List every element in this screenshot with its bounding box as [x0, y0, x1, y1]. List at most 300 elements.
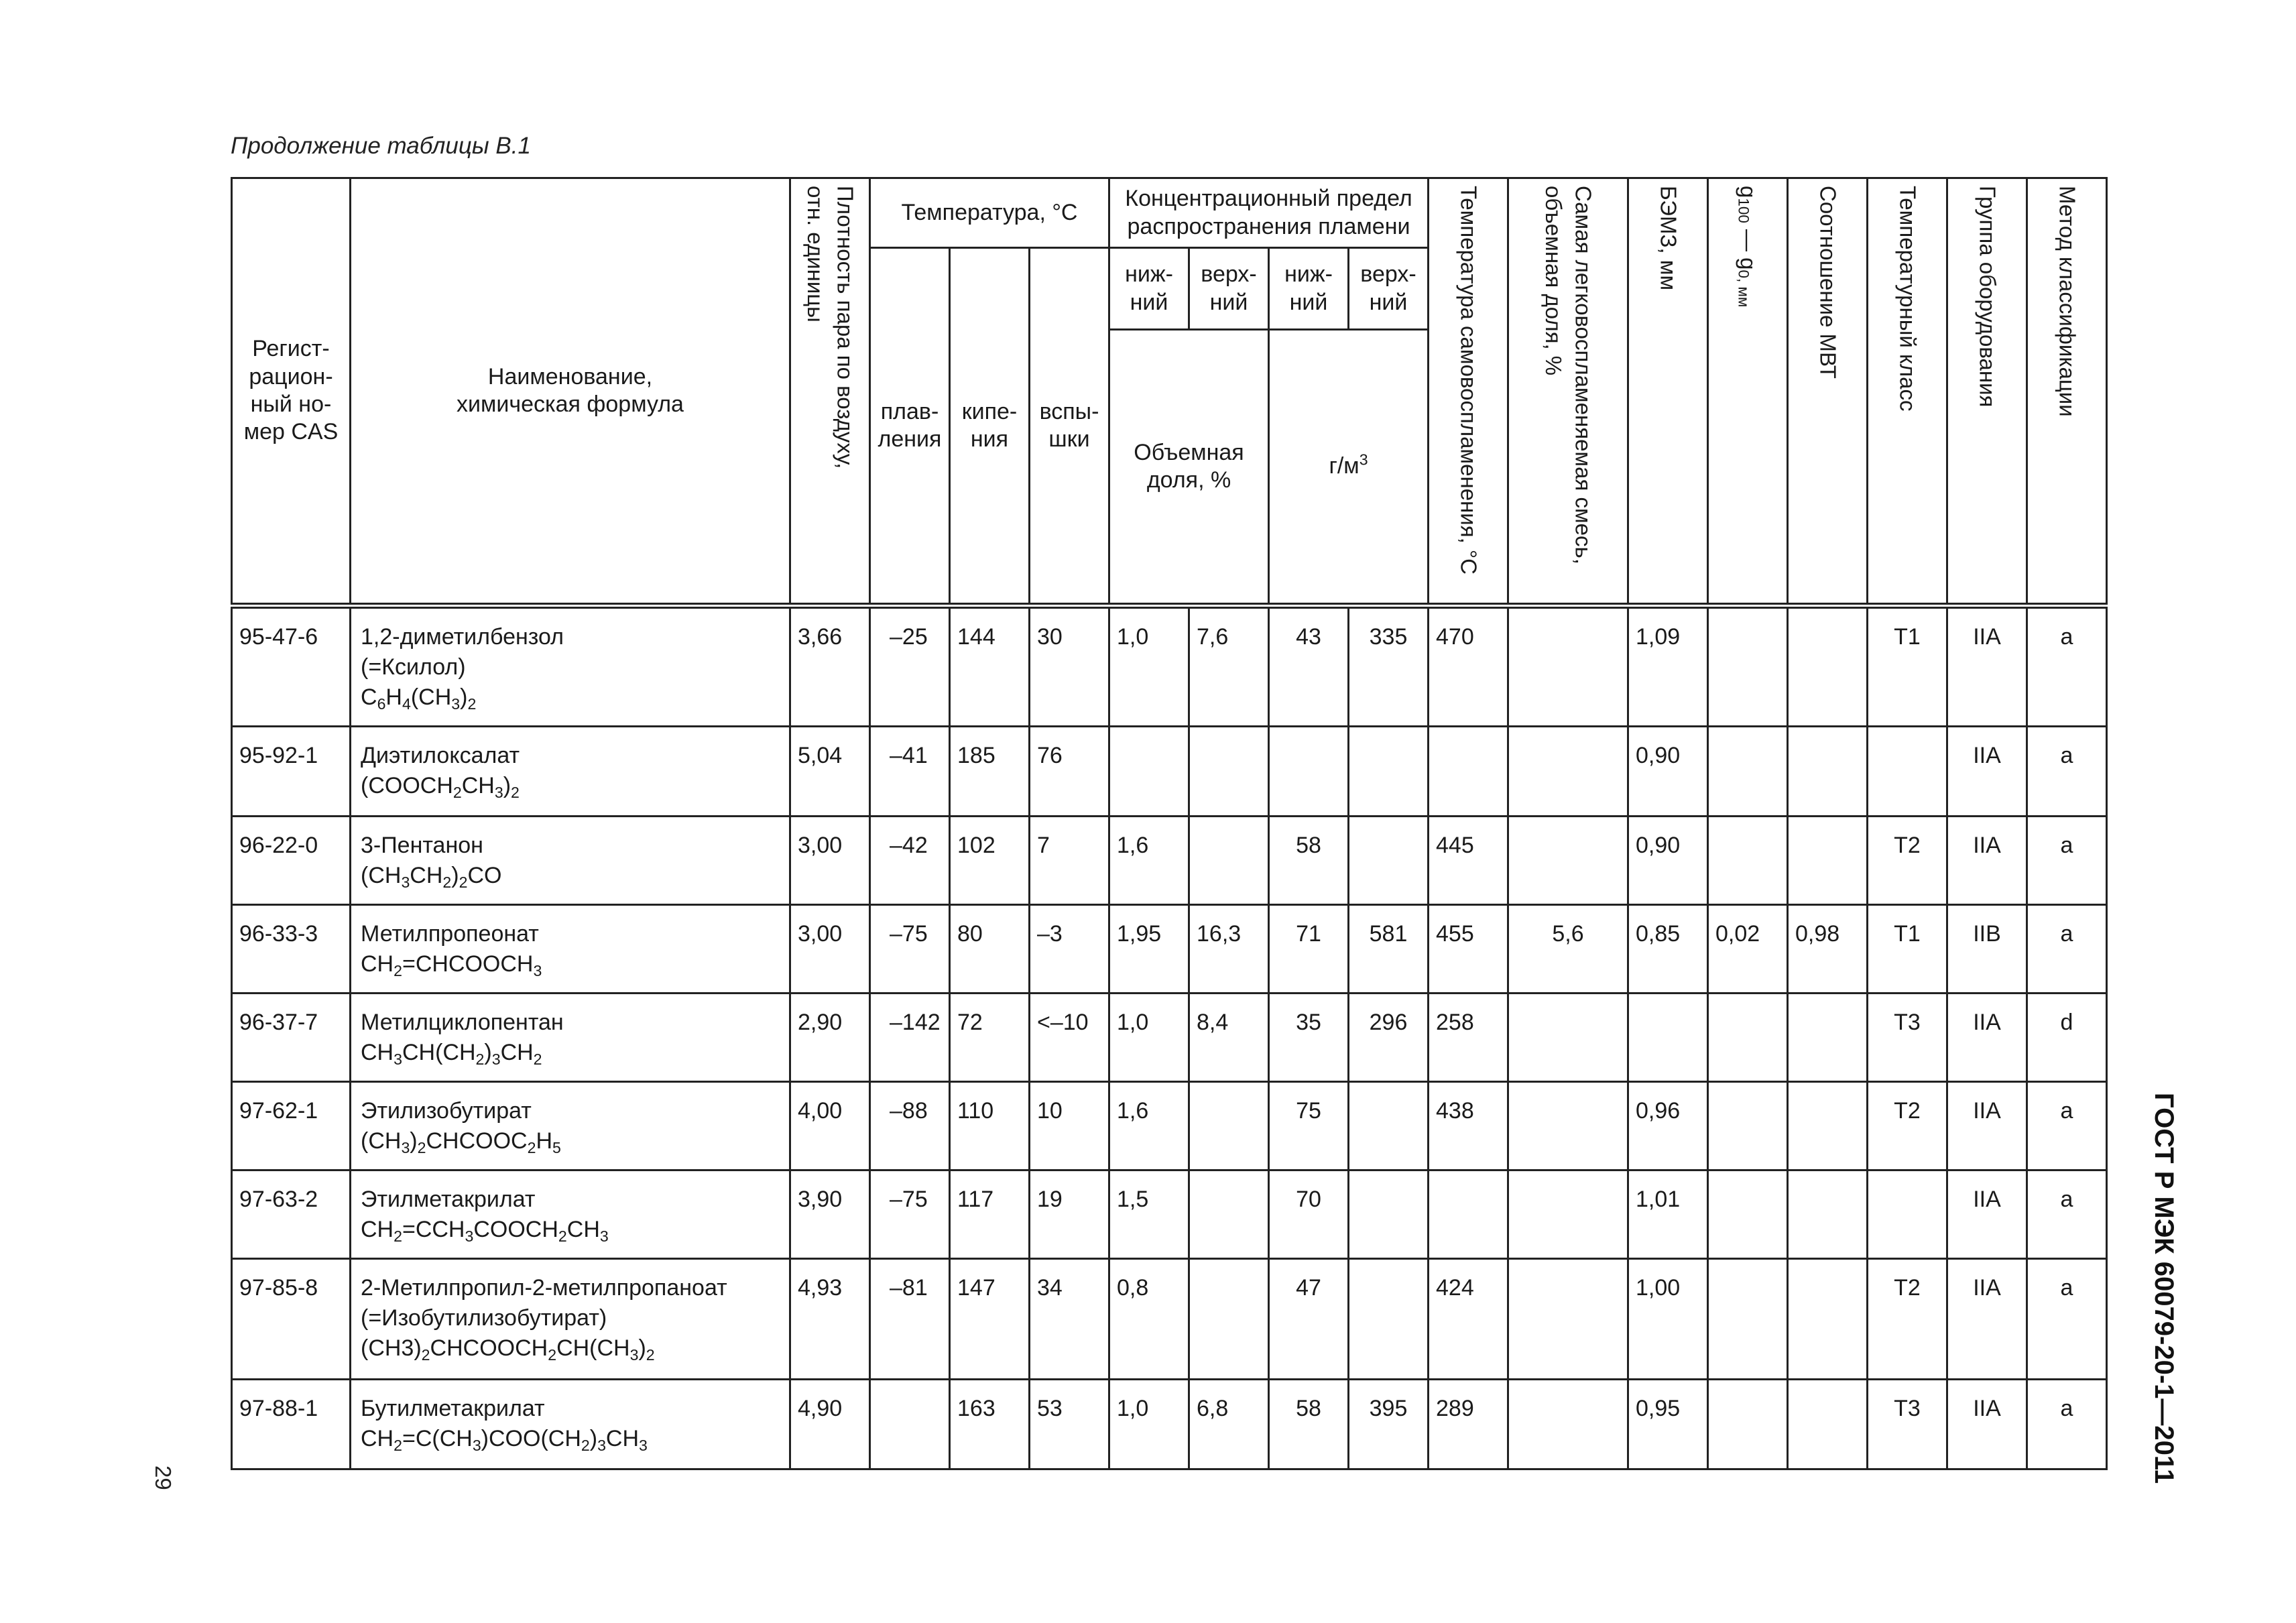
cell-temp-class: T2	[1868, 817, 1947, 905]
cell-melting: –75	[870, 905, 950, 994]
formula-subscript: 2	[442, 873, 452, 891]
name-line	[361, 1126, 785, 1156]
cell-mic-ratio	[1788, 1170, 1868, 1259]
cell-autoignition: 438	[1429, 1082, 1508, 1170]
g-sub-100: 100	[1735, 198, 1752, 223]
header-method	[2027, 178, 2107, 606]
table-row	[232, 727, 2107, 817]
formula-subscript: 2	[417, 1138, 426, 1156]
standard-identifier: ГОСТ Р МЭК 60079-20-1—2011	[2149, 1093, 2179, 1484]
cell-cas: 96-37-7	[232, 994, 351, 1082]
name-line	[361, 831, 785, 861]
cell-lower-vol: 1,0	[1109, 994, 1189, 1082]
cell-name	[351, 817, 790, 905]
cell-g-ratio	[1708, 727, 1788, 817]
gm3-sup: 3	[1359, 450, 1368, 469]
formula-subscript: 3	[639, 1436, 648, 1454]
name-line	[361, 1038, 785, 1068]
name-line	[361, 949, 785, 979]
cell-g-ratio	[1708, 606, 1788, 727]
cell-upper-vol: 16,3	[1189, 905, 1269, 994]
cell-melting: –88	[870, 1082, 950, 1170]
name-text: (CH3)	[361, 1335, 422, 1361]
name-line	[361, 622, 785, 652]
header-g-ratio-text	[1733, 186, 1763, 307]
cell-autoignition: 289	[1429, 1380, 1508, 1469]
cell-boiling: 163	[950, 1380, 1030, 1469]
cell-autoignition: 424	[1429, 1259, 1508, 1380]
name-text: C	[361, 684, 377, 710]
cell-upper-vol	[1189, 727, 1269, 817]
name-line	[361, 771, 785, 801]
cell-method: a	[2027, 1380, 2107, 1469]
cell-density: 3,90	[790, 1170, 870, 1259]
g-sub-0: 0	[1735, 269, 1752, 278]
cell-name	[351, 1380, 790, 1469]
name-text: (CH	[410, 684, 452, 710]
name-text: =CHCOOCH	[402, 951, 534, 977]
formula-subscript: 2	[452, 783, 462, 801]
name-line	[361, 1096, 785, 1126]
formula-subscript: 2	[527, 1138, 536, 1156]
cell-cas: 96-22-0	[232, 817, 351, 905]
cell-method: a	[2027, 727, 2107, 817]
cell-flash: 76	[1030, 727, 1109, 817]
cell-boiling: 144	[950, 606, 1030, 727]
cell-temp-class: T1	[1868, 606, 1947, 727]
header-temperature: Температура, °С	[870, 178, 1109, 248]
table-row	[232, 817, 2107, 905]
name-text: CH(CH	[402, 1039, 476, 1065]
cell-mesg: 0,90	[1628, 727, 1708, 817]
cell-name	[351, 606, 790, 727]
cell-density: 4,00	[790, 1082, 870, 1170]
formula-subscript: 2	[394, 1436, 402, 1454]
cell-boiling: 102	[950, 817, 1030, 905]
cell-cas: 97-62-1	[232, 1082, 351, 1170]
cell-mic-ratio	[1788, 994, 1868, 1082]
name-text: CH	[361, 1216, 394, 1242]
cell-equip-group: IIA	[1947, 606, 2027, 727]
cell-autoignition: 258	[1429, 994, 1508, 1082]
cell-mesg: 0,85	[1628, 905, 1708, 994]
formula-subscript: 3	[472, 1436, 481, 1454]
cell-melting: –41	[870, 727, 950, 817]
header-gm3	[1269, 330, 1429, 606]
formula-subscript: 3	[494, 783, 503, 801]
formula-subscript: 4	[402, 695, 411, 713]
formula-subscript: 2	[475, 1050, 485, 1068]
cell-mic-ratio	[1788, 1082, 1868, 1170]
formula-subscript: 3	[597, 1436, 606, 1454]
header-name: Наименование, химическая формула	[351, 178, 790, 606]
formula-subscript: 2	[558, 1227, 567, 1245]
cell-name	[351, 1170, 790, 1259]
name-line	[361, 1303, 785, 1333]
cell-mic-ratio	[1788, 606, 1868, 727]
name-text: H	[536, 1128, 553, 1154]
table-caption: Продолжение таблицы В.1	[231, 133, 531, 159]
name-text: CH	[500, 1039, 534, 1065]
cell-easiest-mix	[1508, 606, 1628, 727]
cell-equip-group: IIA	[1947, 1259, 2027, 1380]
cell-upper-vol: 7,6	[1189, 606, 1269, 727]
cell-method: a	[2027, 1170, 2107, 1259]
cell-equip-group: IIA	[1947, 994, 2027, 1082]
table-row	[232, 1082, 2107, 1170]
cell-easiest-mix	[1508, 1380, 1628, 1469]
cell-lower-vol: 1,0	[1109, 606, 1189, 727]
cell-cas: 95-47-6	[232, 606, 351, 727]
cell-lower-vol: 1,6	[1109, 1082, 1189, 1170]
header-equip-group	[1947, 178, 2027, 606]
header-temp-class-text: Температурный класс	[1895, 186, 1921, 412]
name-line	[361, 652, 785, 682]
cell-upper-vol	[1189, 817, 1269, 905]
cell-temp-class: T3	[1868, 994, 1947, 1082]
cell-method: a	[2027, 817, 2107, 905]
cell-upper-g: 335	[1349, 606, 1429, 727]
cell-cas: 97-88-1	[232, 1380, 351, 1469]
formula-subscript: 2	[394, 1227, 402, 1245]
name-text: CH	[605, 1425, 640, 1451]
cell-upper-g	[1349, 1082, 1429, 1170]
cell-easiest-mix	[1508, 1082, 1628, 1170]
name-text: (CH	[361, 1128, 402, 1154]
cell-lower-g: 58	[1269, 1380, 1349, 1469]
name-text: =CCH	[402, 1216, 465, 1242]
gm3-unit: г/м	[1329, 453, 1360, 479]
header-density-text: Плотность пара по воздуху, отн. единицы	[803, 186, 858, 469]
name-text: CH	[361, 1425, 394, 1451]
name-text: )	[451, 862, 459, 888]
header-easiest-mix	[1508, 178, 1628, 606]
cell-boiling: 110	[950, 1082, 1030, 1170]
name-text: COOCH	[473, 1216, 558, 1242]
cell-autoignition	[1429, 1170, 1508, 1259]
g-dash: — g	[1736, 223, 1761, 270]
header-flash: вспы-шки	[1030, 248, 1109, 606]
cell-mic-ratio: 0,98	[1788, 905, 1868, 994]
formula-subscript: 3	[533, 961, 542, 979]
cell-autoignition: 470	[1429, 606, 1508, 727]
name-text: )	[589, 1425, 598, 1451]
name-text: Этилметакрилат	[361, 1187, 536, 1212]
cell-g-ratio	[1708, 1082, 1788, 1170]
cell-g-ratio	[1708, 1170, 1788, 1259]
header-lower-vol: ниж-ний	[1109, 248, 1189, 330]
cell-easiest-mix	[1508, 1170, 1628, 1259]
cell-boiling: 80	[950, 905, 1030, 994]
name-line	[361, 1273, 785, 1303]
cell-boiling: 72	[950, 994, 1030, 1082]
cell-lower-g: 35	[1269, 994, 1349, 1082]
cell-mic-ratio	[1788, 817, 1868, 905]
cell-autoignition	[1429, 727, 1508, 817]
header-melting: плав-ления	[870, 248, 950, 606]
cell-g-ratio	[1708, 817, 1788, 905]
cell-lower-vol: 1,0	[1109, 1380, 1189, 1469]
header-autoignition	[1429, 178, 1508, 606]
cell-lower-g: 75	[1269, 1082, 1349, 1170]
header-autoignition-text: Температура самовоспламенения, °С	[1456, 186, 1482, 575]
formula-subscript: 5	[552, 1138, 561, 1156]
g-symbol: g	[1736, 186, 1761, 198]
header-cas: Регист-рацион-ный но-мер CAS	[232, 178, 351, 606]
cell-lower-g: 47	[1269, 1259, 1349, 1380]
cell-autoignition: 455	[1429, 905, 1508, 994]
cell-equip-group: IIA	[1947, 727, 2027, 817]
cell-name	[351, 994, 790, 1082]
cell-density: 3,00	[790, 817, 870, 905]
cell-method: a	[2027, 905, 2107, 994]
cell-flash: 19	[1030, 1170, 1109, 1259]
cell-cas: 97-63-2	[232, 1170, 351, 1259]
cell-flash: 7	[1030, 817, 1109, 905]
name-text: Этилизобутират	[361, 1098, 532, 1124]
formula-subscript: 2	[533, 1050, 542, 1068]
header-mesg	[1628, 178, 1708, 606]
name-text: )	[503, 772, 511, 798]
formula-subscript: 3	[394, 1050, 402, 1068]
formula-subscript: 2	[394, 961, 402, 979]
name-text: )	[484, 1039, 492, 1065]
name-text: )	[460, 684, 468, 710]
cell-cas: 97-85-8	[232, 1259, 351, 1380]
name-line	[361, 1394, 785, 1424]
cell-mesg: 0,90	[1628, 817, 1708, 905]
name-text: CH	[461, 772, 495, 798]
name-text: CHCOOC	[426, 1128, 528, 1154]
cell-g-ratio: 0,02	[1708, 905, 1788, 994]
cell-lower-g	[1269, 727, 1349, 817]
cell-g-ratio	[1708, 1380, 1788, 1469]
cell-temp-class	[1868, 1170, 1947, 1259]
cell-mic-ratio	[1788, 727, 1868, 817]
cell-upper-vol	[1189, 1259, 1269, 1380]
cell-cas: 96-33-3	[232, 905, 351, 994]
cell-lower-vol: 0,8	[1109, 1259, 1189, 1380]
cell-flash: 34	[1030, 1259, 1109, 1380]
name-line	[361, 1424, 785, 1454]
cell-boiling: 117	[950, 1170, 1030, 1259]
name-text: Метилпропеонат	[361, 921, 539, 947]
cell-lower-g: 43	[1269, 606, 1349, 727]
header-concentration: Концентрационный предел распространения пламени	[1109, 178, 1429, 248]
header-g-ratio	[1708, 178, 1788, 606]
cell-lower-vol	[1109, 727, 1189, 817]
cell-melting	[870, 1380, 950, 1469]
cell-upper-vol: 8,4	[1189, 994, 1269, 1082]
formula-subscript: 2	[646, 1345, 655, 1364]
table-row	[232, 905, 2107, 994]
cell-temp-class	[1868, 727, 1947, 817]
cell-easiest-mix: 5,6	[1508, 905, 1628, 994]
cell-flash: 10	[1030, 1082, 1109, 1170]
cell-mesg: 1,01	[1628, 1170, 1708, 1259]
cell-method: a	[2027, 1259, 2107, 1380]
formula-subscript: 3	[401, 873, 410, 891]
table-row	[232, 994, 2107, 1082]
name-text: (=Изобутилизобутират)	[361, 1305, 607, 1331]
header-mic-ratio	[1788, 178, 1868, 606]
name-text: )	[638, 1335, 646, 1361]
table-row	[232, 1259, 2107, 1380]
formula-subscript: 6	[377, 695, 386, 713]
header-mic-ratio-text: Соотношение МВТ	[1815, 186, 1841, 379]
cell-density: 3,66	[790, 606, 870, 727]
formula-subscript: 3	[599, 1227, 609, 1245]
name-text: CH	[566, 1216, 600, 1242]
cell-melting: –75	[870, 1170, 950, 1259]
formula-subscript: 2	[421, 1345, 430, 1364]
cell-melting: –142	[870, 994, 950, 1082]
table-header	[232, 178, 2107, 606]
cell-density: 4,90	[790, 1380, 870, 1469]
cell-melting: –81	[870, 1259, 950, 1380]
formula-subscript: 2	[511, 783, 520, 801]
name-text: CH	[361, 951, 394, 977]
formula-subscript: 3	[491, 1050, 501, 1068]
cell-boiling: 147	[950, 1259, 1030, 1380]
header-density	[790, 178, 870, 606]
name-text: )COO(CH	[481, 1425, 581, 1451]
cell-flash: 53	[1030, 1380, 1109, 1469]
cell-upper-vol	[1189, 1170, 1269, 1259]
cell-melting: –42	[870, 817, 950, 905]
header-method-text: Метод классификации	[2055, 186, 2080, 417]
name-text: H	[385, 684, 402, 710]
name-text: 1,2-диметилбензол	[361, 624, 564, 650]
cell-upper-g	[1349, 727, 1429, 817]
header-lower-g: ниж-ний	[1269, 248, 1349, 330]
formula-subscript: 3	[629, 1345, 639, 1364]
cell-mesg	[1628, 994, 1708, 1082]
formula-subscript: 3	[451, 695, 461, 713]
name-text: Метилциклопентан	[361, 1010, 564, 1035]
cell-melting: –25	[870, 606, 950, 727]
cell-equip-group: IIB	[1947, 905, 2027, 994]
cell-density: 2,90	[790, 994, 870, 1082]
name-text: CH	[410, 862, 443, 888]
cell-temp-class: T2	[1868, 1259, 1947, 1380]
cell-boiling: 185	[950, 727, 1030, 817]
name-text: 3-Пентанон	[361, 833, 483, 858]
cell-lower-g: 70	[1269, 1170, 1349, 1259]
cell-name	[351, 1259, 790, 1380]
cell-mic-ratio	[1788, 1380, 1868, 1469]
cell-lower-vol: 1,95	[1109, 905, 1189, 994]
cell-easiest-mix	[1508, 817, 1628, 905]
cell-name	[351, 727, 790, 817]
cell-equip-group: IIA	[1947, 1380, 2027, 1469]
cell-autoignition: 445	[1429, 817, 1508, 905]
properties-table	[231, 177, 2108, 1470]
header-equip-group-text: Группа оборудования	[1975, 186, 2000, 408]
name-line	[361, 1215, 785, 1245]
formula-subscript: 2	[467, 695, 477, 713]
page-number: 29	[151, 1465, 176, 1490]
cell-temp-class: T3	[1868, 1380, 1947, 1469]
cell-mesg: 0,96	[1628, 1082, 1708, 1170]
g-unit: , мм	[1735, 278, 1752, 308]
cell-flash: –3	[1030, 905, 1109, 994]
table-row	[232, 1170, 2107, 1259]
header-volume-fraction: Объемная доля, %	[1109, 330, 1269, 606]
header-boiling: кипе-ния	[950, 248, 1030, 606]
cell-easiest-mix	[1508, 1259, 1628, 1380]
formula-subscript: 2	[459, 873, 468, 891]
cell-cas: 95-92-1	[232, 727, 351, 817]
cell-temp-class: T2	[1868, 1082, 1947, 1170]
name-line	[361, 861, 785, 891]
name-text: CH(CH	[556, 1335, 630, 1361]
cell-upper-g	[1349, 1259, 1429, 1380]
cell-mic-ratio	[1788, 1259, 1868, 1380]
cell-method: a	[2027, 1082, 2107, 1170]
name-text: )	[410, 1128, 418, 1154]
name-line	[361, 919, 785, 949]
name-line	[361, 682, 785, 713]
formula-subscript: 2	[548, 1345, 557, 1364]
cell-method: d	[2027, 994, 2107, 1082]
cell-easiest-mix	[1508, 727, 1628, 817]
cell-mesg: 1,09	[1628, 606, 1708, 727]
table-body	[232, 606, 2107, 1469]
cell-easiest-mix	[1508, 994, 1628, 1082]
cell-upper-g	[1349, 817, 1429, 905]
name-text: Бутилметакрилат	[361, 1396, 545, 1421]
name-text: CH	[361, 1039, 394, 1065]
cell-temp-class: T1	[1868, 905, 1947, 994]
table-row	[232, 606, 2107, 727]
cell-upper-g: 395	[1349, 1380, 1429, 1469]
cell-lower-vol: 1,6	[1109, 817, 1189, 905]
header-temp-class	[1868, 178, 1947, 606]
cell-name	[351, 1082, 790, 1170]
name-line	[361, 741, 785, 771]
formula-subscript: 3	[401, 1138, 410, 1156]
cell-upper-vol: 6,8	[1189, 1380, 1269, 1469]
cell-g-ratio	[1708, 1259, 1788, 1380]
name-text: (CH	[361, 862, 402, 888]
cell-name	[351, 905, 790, 994]
cell-density: 4,93	[790, 1259, 870, 1380]
cell-density: 3,00	[790, 905, 870, 994]
name-text: 2-Метилпропил-2-метилпропаноат	[361, 1275, 727, 1301]
header-easiest-mix-text: Самая легковоспламеняемая смесь, объемная доля, %	[1541, 186, 1596, 564]
name-text: Диэтилоксалат	[361, 743, 520, 768]
name-line	[361, 1333, 785, 1364]
cell-flash: 30	[1030, 606, 1109, 727]
header-mesg-text: БЭМЗ, мм	[1656, 186, 1681, 291]
name-text: (=Ксилол)	[361, 654, 466, 680]
header-upper-vol: верх-ний	[1189, 248, 1269, 330]
cell-method: a	[2027, 606, 2107, 727]
table-row	[232, 1380, 2107, 1469]
name-text: =C(CH	[402, 1425, 473, 1451]
cell-equip-group: IIA	[1947, 1170, 2027, 1259]
cell-g-ratio	[1708, 994, 1788, 1082]
formula-subscript: 2	[581, 1436, 590, 1454]
header-upper-g: верх-ний	[1349, 248, 1429, 330]
cell-lower-g: 71	[1269, 905, 1349, 994]
name-line	[361, 1008, 785, 1038]
cell-equip-group: IIA	[1947, 1082, 2027, 1170]
cell-mesg: 1,00	[1628, 1259, 1708, 1380]
name-text: CHCOOCH	[430, 1335, 548, 1361]
name-line	[361, 1185, 785, 1215]
